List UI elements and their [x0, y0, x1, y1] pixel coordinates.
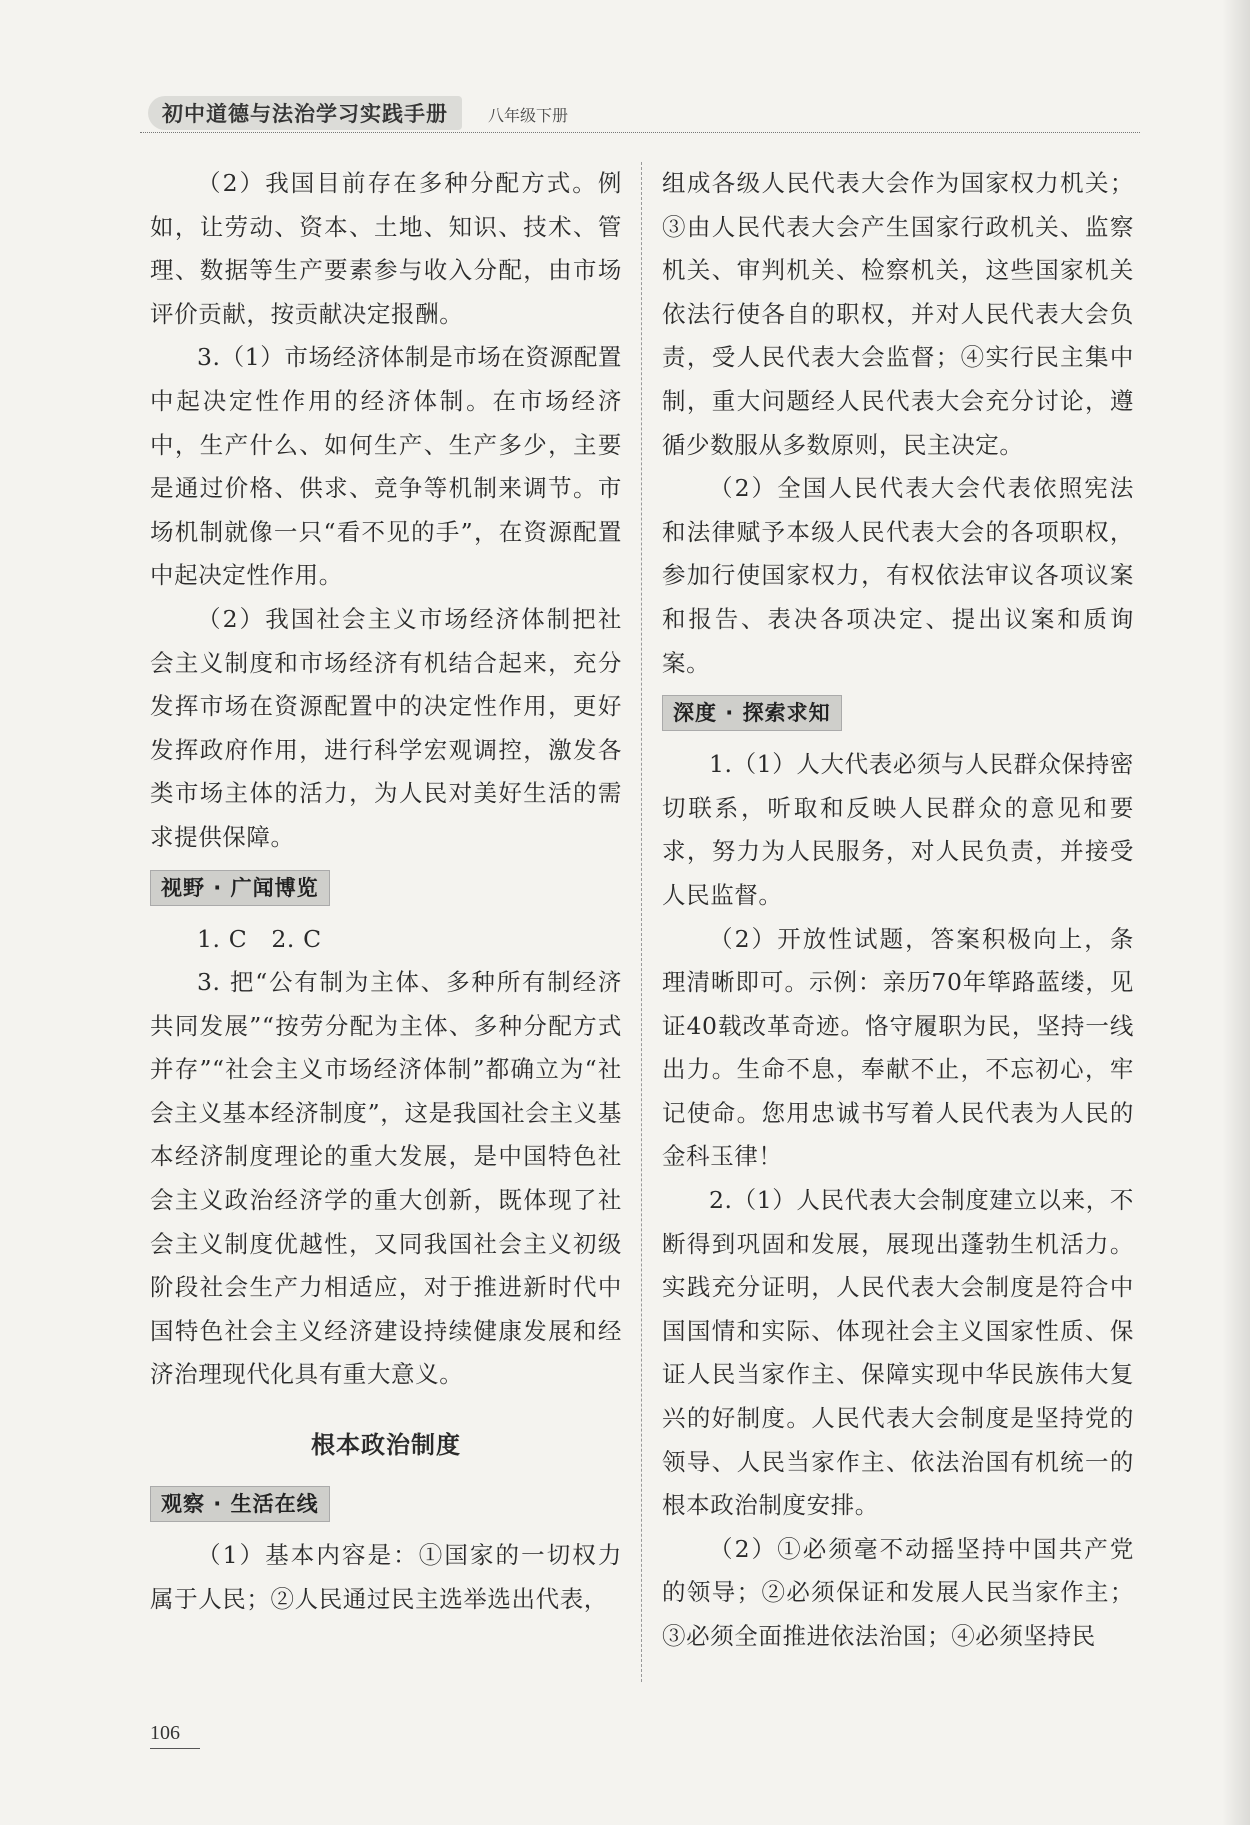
grade-label: 八年级下册 — [488, 106, 569, 125]
paragraph: 组成各级人民代表大会作为国家权力机关；③由人民代表大会产生国家行政机关、监察机关、审判机关、检察机关，这些国家机关依法行使各自的职权，并对人民代表大会负责，受人民代表大会监督；④实行民主集中制，重大问题经人民代表大会充分讨论，遵循少数服从多数原则，民主决定。 — [662, 169, 1134, 459]
header-dotted-rule — [140, 132, 1140, 133]
left-column — [150, 162, 622, 1621]
lesson-title: 根本政治制度 — [311, 1430, 461, 1460]
paragraph: （2）全国人民代表大会代表依照宪法和法律赋予本级人民代表大会的各项职权，参加行使国家权力，有权依法审议各项议案和报告、表决各项决定、提出议案和质询案。 — [662, 474, 1134, 677]
section-label-explore: 深度 · 探索求知 — [662, 695, 842, 731]
section-label-observe: 观察 · 生活在线 — [150, 1486, 330, 1522]
paragraph: （2）我国社会主义市场经济体制把社会主义制度和市场经济有机结合起来，充分发挥市场在资源配置中的决定性作用，更好发挥政府作用，进行科学宏观调控，激发各类市场主体的活力，为人民对美好生活的需求提供保障。 — [150, 604, 622, 851]
section-label-vision: 视野 · 广闻博览 — [150, 870, 330, 906]
paragraph: （2）我国目前存在多种分配方式。例如，让劳动、资本、土地、知识、技术、管理、数据等生产要素参与收入分配，由市场评价贡献，按贡献决定报酬。 — [150, 169, 622, 328]
book-title: 初中道德与法治学习实践手册 — [162, 102, 448, 126]
column-divider — [641, 162, 642, 1682]
page-number: 106 — [150, 1722, 180, 1744]
right-column — [662, 162, 1134, 1659]
paragraph: （1）基本内容是：①国家的一切权力属于人民；②人民通过民主选举选出代表， — [150, 1541, 622, 1613]
header-title-tab — [148, 96, 462, 130]
answer-line: 1. C 2. C — [197, 924, 322, 953]
paragraph: 3.（1）市场经济体制是市场在资源配置中起决定性作用的经济体制。在市场经济中，生产什么、如何生产、生产多少，主要是通过价格、供求、竞争等机制来调节。市场机制就像一只“看不见的手”，在资源配置中起决定性作用。 — [150, 343, 622, 590]
paragraph: 2.（1）人民代表大会制度建立以来，不断得到巩固和发展，展现出蓬勃生机活力。实践充分证明，人民代表大会制度是符合中国国情和实际、体现社会主义国家性质、保证人民当家作主、保障实现中华民族伟大复兴的好制度。人民代表大会制度是坚持党的领导、人民当家作主、依法治国有机统一的根本政治制度安排。 — [662, 1186, 1134, 1520]
paragraph: （2）开放性试题，答案积极向上，条理清晰即可。示例：亲历70年筚路蓝缕，见证40载改革奇迹。恪守履职为民，坚持一线出力。生命不息，奉献不止，不忘初心，牢记使命。您用忠诚书写着人民代表为人民的金科玉律！ — [662, 924, 1134, 1171]
paragraph: 1.（1）人大代表必须与人民群众保持密切联系，听取和反映人民群众的意见和要求，努力为人民服务，对人民负责，并接受人民监督。 — [662, 750, 1134, 909]
page-header — [140, 94, 1140, 134]
page-number-rule — [150, 1748, 200, 1749]
paragraph: 3. 把“公有制为主体、多种所有制经济共同发展”“按劳分配为主体、多种分配方式并存”“社会主义市场经济体制”都确立为“社会主义基本经济制度”，这是我国社会主义基本经济制度理论的重大发展，是中国特色社会主义政治经济学的重大创新，既体现了社会主义制度优越性，又同我国社会主义初级阶段社会生产力相适应，对于推进新时代中国特色社会主义经济建设持续健康发展和经济治理现代化具有重大意义。 — [150, 968, 622, 1389]
paragraph: （2）①必须毫不动摇坚持中国共产党的领导；②必须保证和发展人民当家作主；③必须全面推进依法治国；④必须坚持民 — [662, 1534, 1134, 1650]
page-edge-shadow — [1222, 0, 1250, 1825]
